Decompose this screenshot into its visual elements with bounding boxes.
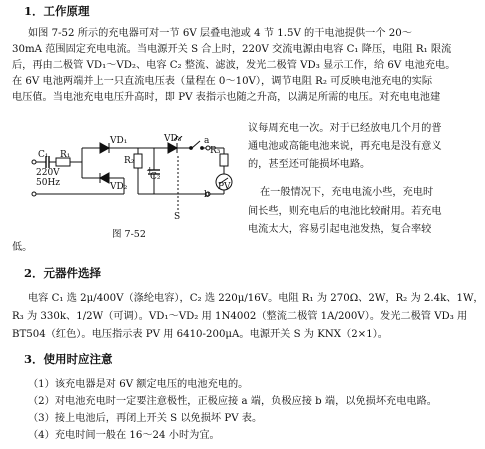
- terminal-circle: [32, 160, 36, 164]
- paragraph-line: 的，甚至还可能损坏电路。: [248, 159, 371, 170]
- note-item: （1）该充电器是对 6V 额定电压的电池充电的。: [28, 379, 249, 390]
- paragraph-line: 通电池或高能电池来说，再充电是没有意义: [248, 141, 442, 152]
- label-a: a: [204, 136, 210, 146]
- paragraph-line: 30mA 范围固定充电电流。当电源开关 S 合上时，220V 交流电源由电容 C₁ 降压，电阻 R₁ 限流: [12, 44, 452, 55]
- paragraph-line: 电容 C₁ 选 2μ/400V（涤纶电容），C₂ 选 220μ/16V。电阻 R₁ 为 270Ω、2W，R₂ 为 2.4k、1W，: [28, 293, 484, 304]
- paragraph-line: 在 6V 电池两端并上一只直流电压表（量程在 0～10V），调节电阻 R₂ 可反映电池充电的实际: [12, 76, 433, 87]
- paragraph-line: R₃ 为 330k、1/2W（可调）。VD₁～VD₂ 用 1N4002（整流二极管 1A/200V）。发光二极管 VD₃ 用: [12, 311, 468, 322]
- label-b: b: [204, 190, 210, 200]
- paragraph-line: 议每周充电一次。对于已经放电几个月的普: [248, 123, 442, 134]
- paragraph-line: 电压值。当电池充电电压升高时，即 PV 表指示也随之升高，以满足所需的电压。对充电电池建: [12, 92, 441, 103]
- section-title-components: 2．元器件选择: [24, 266, 102, 280]
- paragraph-line: BT504（红色）。电压指示表 PV 用 6410-200μA。电源开关 S 为 KNX（2×1）。: [12, 329, 388, 340]
- label-pv: PV: [218, 182, 231, 192]
- section-title-principle: 1．工作原理: [24, 4, 90, 18]
- note-item: （4）充电时间一般在 16～24 小时为宜。: [28, 430, 220, 441]
- label-plus: +: [146, 166, 154, 176]
- paragraph-line: 间长些，则充电后的电池比较耐用。若充电: [248, 206, 442, 217]
- figure-caption: 图 7-52: [112, 229, 146, 240]
- label-vd3: VD₃: [164, 134, 182, 144]
- section-title-notes: 3．使用时应注意: [24, 352, 113, 366]
- paragraph-line: 在一般情况下，充电电流小些，充电时: [260, 187, 434, 198]
- label-voltage: 220V: [36, 168, 60, 178]
- paragraph-line: 如图 7-52 所示的充电器可对一节 6V 层叠电池或 4 节 1.5V 的干电池提供一个 20～: [28, 28, 412, 39]
- note-item: （3）接上电池后，再闭上开关 S 以免损坏 PV 表。: [28, 413, 263, 424]
- label-vd1: VD₁: [110, 136, 128, 146]
- label-r3: R₃: [210, 146, 221, 156]
- label-s: S: [174, 212, 181, 222]
- label-vd2: VD₂: [110, 182, 128, 192]
- paragraph-line: 低。: [12, 242, 33, 253]
- note-item: （2）对电池充电时一定要注意极性，正极应接 a 端，负极应接 b 端，以免损坏充电电路。: [28, 396, 437, 407]
- label-r1: R₁: [60, 150, 71, 160]
- terminal-circle: [32, 192, 36, 196]
- label-c2: C₂: [150, 172, 161, 182]
- paragraph-line: 后，再由二极管 VD₁～VD₂、电容 C₂ 整流、滤波，发光二极管 VD₃ 显示工作，给 6V 电池充电。: [12, 60, 456, 71]
- label-frequency: 50Hz: [36, 178, 61, 188]
- paragraph-line: 电流太大，容易引起电池发热，复合率较: [248, 224, 432, 235]
- label-c1: C₁: [38, 150, 49, 160]
- label-r2: R₂: [124, 156, 135, 166]
